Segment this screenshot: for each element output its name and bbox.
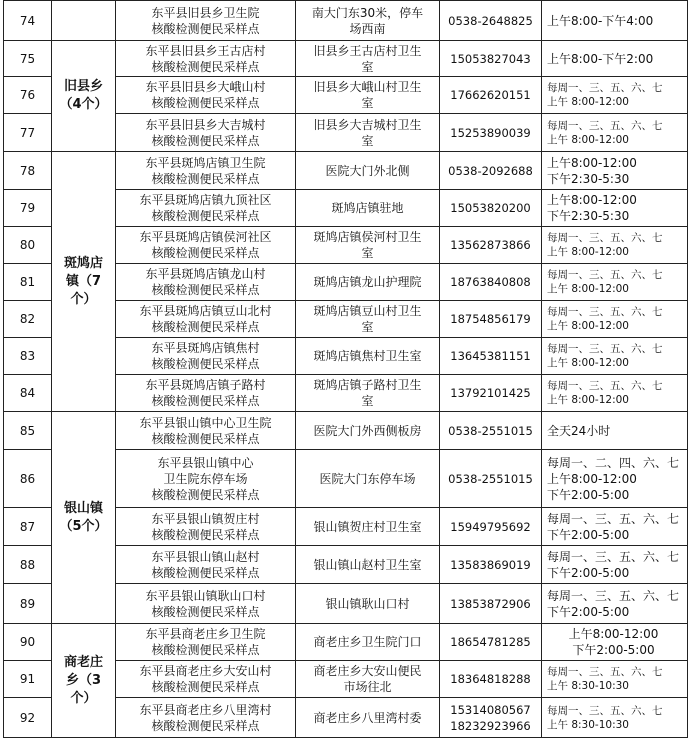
site-address: 医院大门东停车场 <box>296 450 440 508</box>
site-phone: 18754856179 <box>440 301 542 338</box>
site-hours: 上午8:00-12:00 下午2:30-5:30 <box>542 152 688 190</box>
site-phone: 15053820200 <box>440 190 542 227</box>
town-cell <box>52 152 116 412</box>
site-name: 东平县斑鸠店镇豆山北村 核酸检测便民采样点 <box>116 301 296 338</box>
site-hours: 每周一、三、五、六、七 上午 8:00-12:00 <box>542 114 688 152</box>
town-name: 银山镇 （5个） <box>59 500 108 534</box>
site-name: 东平县商老庄乡卫生院 核酸检测便民采样点 <box>116 624 296 661</box>
site-address: 斑鸠店镇驻地 <box>296 190 440 227</box>
site-phone: 0538-2648825 <box>440 1 542 41</box>
site-hours: 每周一、三、五、六、七 上午 8:30-10:30 <box>542 698 688 738</box>
table-body <box>4 1 688 738</box>
site-hours: 每周一、三、五、六、七 上午 8:00-12:00 <box>542 77 688 114</box>
site-hours: 每周一、三、五、六、七 上午 8:00-12:00 <box>542 338 688 375</box>
site-hours: 上午8:00-下午2:00 <box>542 41 688 77</box>
site-phone: 18364818288 <box>440 661 542 698</box>
row-number: 82 <box>4 301 52 338</box>
town-name: 斑鸠店 镇（7 个） <box>63 255 103 307</box>
site-hours: 上午8:00-12:00 下午2:00-5:00 <box>542 624 688 661</box>
site-address: 商老庄乡卫生院门口 <box>296 624 440 661</box>
site-name: 东平县银山镇中心卫生院 核酸检测便民采样点 <box>116 412 296 450</box>
town-cell <box>52 412 116 624</box>
site-name: 东平县斑鸠店镇子路村 核酸检测便民采样点 <box>116 375 296 412</box>
row-number: 77 <box>4 114 52 152</box>
row-number: 88 <box>4 546 52 584</box>
row-number: 89 <box>4 584 52 624</box>
site-address: 商老庄乡大安山便民 市场往北 <box>296 661 440 698</box>
row-number: 87 <box>4 508 52 546</box>
site-name: 东平县斑鸠店镇卫生院 核酸检测便民采样点 <box>116 152 296 190</box>
site-hours: 每周一、三、五、六、七 上午 8:00-12:00 <box>542 227 688 264</box>
site-phone: 13583869019 <box>440 546 542 584</box>
site-name: 东平县斑鸠店镇九顶社区 核酸检测便民采样点 <box>116 190 296 227</box>
row-number: 80 <box>4 227 52 264</box>
site-address: 斑鸠店镇焦村卫生室 <box>296 338 440 375</box>
site-name: 东平县商老庄乡八里湾村 核酸检测便民采样点 <box>116 698 296 738</box>
site-phone: 15053827043 <box>440 41 542 77</box>
testing-sites-table <box>3 0 688 738</box>
site-address: 旧县乡大吉城村卫生 室 <box>296 114 440 152</box>
site-name: 东平县斑鸠店镇侯河社区 核酸检测便民采样点 <box>116 227 296 264</box>
site-name: 东平县斑鸠店镇龙山村 核酸检测便民采样点 <box>116 264 296 301</box>
site-phone: 18763840808 <box>440 264 542 301</box>
site-phone: 0538-2551015 <box>440 450 542 508</box>
site-hours: 每周一、三、五、六、七 上午 8:00-12:00 <box>542 375 688 412</box>
site-name: 东平县银山镇耿山口村 核酸检测便民采样点 <box>116 584 296 624</box>
site-phone: 13645381151 <box>440 338 542 375</box>
site-phone: 18654781285 <box>440 624 542 661</box>
site-address: 斑鸠店镇龙山护理院 <box>296 264 440 301</box>
row-number: 76 <box>4 77 52 114</box>
row-number: 91 <box>4 661 52 698</box>
row-number: 92 <box>4 698 52 738</box>
table-row <box>4 1 688 41</box>
site-name: 东平县斑鸠店镇焦村 核酸检测便民采样点 <box>116 338 296 375</box>
row-number: 81 <box>4 264 52 301</box>
row-number: 83 <box>4 338 52 375</box>
site-address: 银山镇山赵村卫生室 <box>296 546 440 584</box>
town-name: 旧县乡 （4个） <box>59 79 108 112</box>
site-phone: 13562873866 <box>440 227 542 264</box>
site-address: 商老庄乡八里湾村委 <box>296 698 440 738</box>
row-number: 79 <box>4 190 52 227</box>
site-phone: 15949795692 <box>440 508 542 546</box>
site-phone: 17662620151 <box>440 77 542 114</box>
site-phone: 0538-2551015 <box>440 412 542 450</box>
site-address: 斑鸠店镇子路村卫生 室 <box>296 375 440 412</box>
site-hours: 每周一、三、五、六、七 下午2:00-5:00 <box>542 546 688 584</box>
row-number: 90 <box>4 624 52 661</box>
site-hours: 全天24小时 <box>542 412 688 450</box>
row-number: 74 <box>4 1 52 41</box>
site-phone: 13853872906 <box>440 584 542 624</box>
site-name: 东平县旧县乡卫生院 核酸检测便民采样点 <box>116 1 296 41</box>
table-row <box>4 41 688 77</box>
site-hours: 每周一、三、五、六、七 下午2:00-5:00 <box>542 508 688 546</box>
site-hours: 每周一、二、四、六、七 上午8:00-12:00 下午2:00-5:00 <box>542 450 688 508</box>
site-phone: 13792101425 <box>440 375 542 412</box>
site-address: 银山镇贺庄村卫生室 <box>296 508 440 546</box>
site-hours: 上午8:00-下午4:00 <box>542 1 688 41</box>
site-name: 东平县旧县乡大吉城村 核酸检测便民采样点 <box>116 114 296 152</box>
site-phone: 15314080567 18232923966 <box>440 698 542 738</box>
table-row <box>4 412 688 450</box>
site-address: 旧县乡大峨山村卫生 室 <box>296 77 440 114</box>
site-hours: 每周一、三、五、六、七 上午 8:00-12:00 <box>542 264 688 301</box>
site-hours: 每周一、三、五、六、七 下午2:00-5:00 <box>542 584 688 624</box>
site-hours: 每周一、三、五、六、七 上午 8:30-10:30 <box>542 661 688 698</box>
row-number: 85 <box>4 412 52 450</box>
site-address: 银山镇耿山口村 <box>296 584 440 624</box>
site-name: 东平县银山镇山赵村 核酸检测便民采样点 <box>116 546 296 584</box>
site-phone: 15253890039 <box>440 114 542 152</box>
row-number: 78 <box>4 152 52 190</box>
site-address: 医院大门外北侧 <box>296 152 440 190</box>
row-number: 86 <box>4 450 52 508</box>
row-number: 84 <box>4 375 52 412</box>
site-address: 南大门东30米，停车 场西南 <box>296 1 440 41</box>
site-address: 医院大门外西侧板房 <box>296 412 440 450</box>
site-address: 旧县乡王古店村卫生 室 <box>296 41 440 77</box>
table-row <box>4 624 688 661</box>
town-cell <box>52 1 116 41</box>
site-name: 东平县旧县乡大峨山村 核酸检测便民采样点 <box>116 77 296 114</box>
table-row <box>4 152 688 190</box>
row-number: 75 <box>4 41 52 77</box>
town-name: 商老庄 乡（3 个） <box>63 654 103 706</box>
site-name: 东平县旧县乡王古店村 核酸检测便民采样点 <box>116 41 296 77</box>
site-address: 斑鸠店镇豆山村卫生 室 <box>296 301 440 338</box>
town-cell <box>52 41 116 152</box>
site-address: 斑鸠店镇侯河村卫生 室 <box>296 227 440 264</box>
site-name: 东平县银山镇中心 卫生院东停车场 核酸检测便民采样点 <box>116 450 296 508</box>
town-cell <box>52 624 116 738</box>
site-hours: 上午8:00-12:00 下午2:30-5:30 <box>542 190 688 227</box>
site-phone: 0538-2092688 <box>440 152 542 190</box>
site-name: 东平县商老庄乡大安山村 核酸检测便民采样点 <box>116 661 296 698</box>
site-name: 东平县银山镇贺庄村 核酸检测便民采样点 <box>116 508 296 546</box>
site-hours: 每周一、三、五、六、七 上午 8:00-12:00 <box>542 301 688 338</box>
